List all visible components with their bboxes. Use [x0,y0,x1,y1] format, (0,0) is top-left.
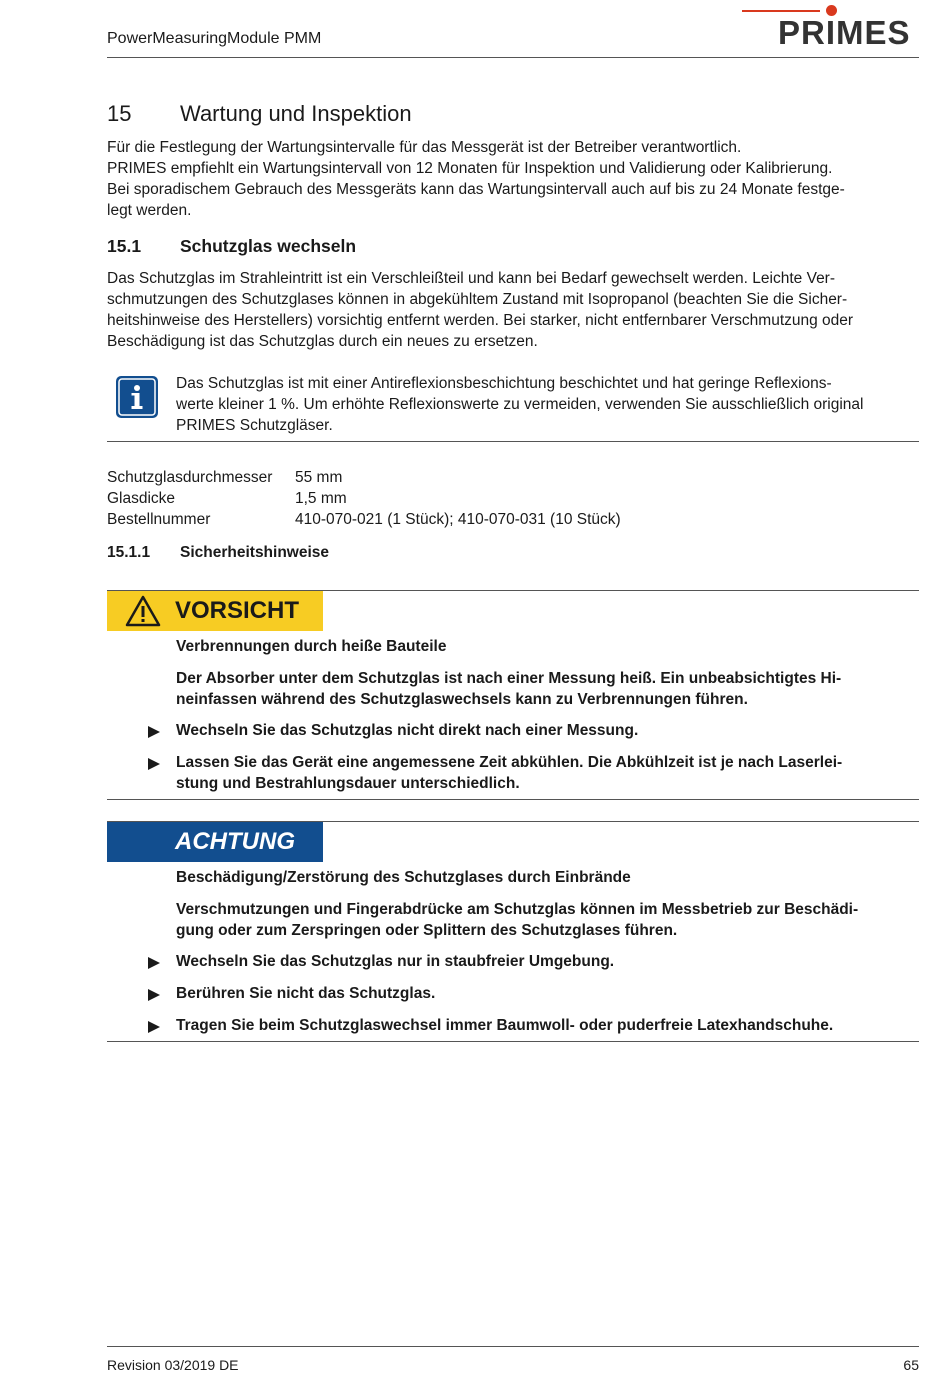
caution-signal-word: VORSICHT [175,597,300,624]
caution-description [176,668,841,710]
warning-triangle-icon [125,595,161,627]
section-number: 15 [107,101,132,126]
paragraph-line: PRIMES empfiehlt ein Wartungsintervall von 12 Monaten für Inspektion und Validierung oder Kalibrierung. [107,160,833,177]
notice-hazard [176,867,631,888]
caution-hazard [176,636,446,657]
section-number: 15.1 [107,236,142,256]
section-title: Wartung und Inspektion [180,101,412,126]
paragraph-line: heitshinweise des Herstellers) vorsichtig entfernt werden. Bei starker, nicht entfernbarer Verschmutzung oder [107,312,854,329]
logo-text: PRIMES [778,14,911,51]
paragraph-line: Das Schutzglas im Strahleintritt ist ein Verschleißteil und kann bei Bedarf gewechselt werden. Leichte Ver- [107,270,836,287]
description-line: Verschmutzungen und Fingerabdrücke am Schutzglas können im Messbetrieb zur Beschädi- [176,901,859,918]
notice-bottom-divider [107,1041,919,1042]
caution-bottom-divider [107,799,919,800]
section-title: Schutzglas wechseln [180,236,357,256]
step-line: Tragen Sie beim Schutzglaswechsel immer Baumwoll- oder puderfreie Latexhandschuhe. [176,1017,834,1034]
info-line: PRIMES Schutzgläser. [176,417,333,434]
notice-signal-word: ACHTUNG [175,828,295,855]
paragraph-line: Für die Festlegung der Wartungsintervalle für das Messgerät ist der Betreiber verantwortlich. [107,139,742,156]
primes-logo [778,2,918,50]
notice-hazard-text: Beschädigung/Zerstörung des Schutzglases durch Einbrände [176,869,631,886]
notice-step [176,951,614,972]
section-15-1-paragraph [107,268,919,352]
paragraph-line: Beschädigung ist das Schutzglas durch ein neues zu ersetzen. [107,333,538,350]
document-title: PowerMeasuringModule PMM [107,30,322,47]
notice-step [176,1015,833,1036]
spec-label: Glasdicke [107,490,176,507]
notice-description [176,899,858,941]
footer-divider [107,1346,919,1347]
step-line: Berühren Sie nicht das Schutzglas. [176,985,436,1002]
bullet-arrow-icon [148,1021,160,1033]
bullet-arrow-icon [148,758,160,770]
notice-signal-panel [107,822,323,862]
bullet-arrow-icon [148,989,160,1001]
section-15-paragraph [107,137,919,221]
page-number: 65 [903,1357,919,1373]
step-line: stung und Bestrahlungsdauer unterschiedlich. [176,775,520,792]
caution-step [176,720,638,741]
spec-value: 1,5 mm [295,490,347,507]
revision-label: Revision 03/2019 DE [107,1357,239,1373]
step-line: Wechseln Sie das Schutzglas nicht direkt nach einer Messung. [176,722,639,739]
paragraph-line: schmutzungen des Schutzglases können in abgekühltem Zustand mit Isopropanol (beachten Sie die Sicher- [107,291,848,308]
info-line: Das Schutzglas ist mit einer Antireflexionsbeschichtung beschichtet und hat geringe Reflexions- [176,375,832,392]
paragraph-line: Bei sporadischem Gebrauch des Messgeräts kann das Wartungsintervall auch auf bis zu 24 Monate festge- [107,181,845,198]
step-line: Lassen Sie das Gerät eine angemessene Zeit abkühlen. Die Abkühlzeit ist je nach Laserlei- [176,754,843,771]
header-divider [107,57,919,58]
description-line: neinfassen während des Schutzglaswechsels kann zu Verbrennungen führen. [176,691,748,708]
spec-label: Bestellnummer [107,511,211,528]
spec-label: Schutzglasdurchmesser [107,469,273,486]
info-note-text [176,373,864,436]
paragraph-line: legt werden. [107,202,192,219]
section-title: Sicherheitshinweise [180,544,330,561]
section-number: 15.1.1 [107,544,151,561]
info-icon [115,375,159,419]
caution-step [176,752,842,794]
notice-step [176,983,435,1004]
bullet-arrow-icon [148,957,160,969]
step-line: Wechseln Sie das Schutzglas nur in staubfreier Umgebung. [176,953,615,970]
spec-value: 55 mm [295,469,343,486]
description-line: Der Absorber unter dem Schutzglas ist nach einer Messung heiß. Ein unbeabsichtigtes Hi- [176,670,842,687]
info-line: werte kleiner 1 %. Um erhöhte Reflexionswerte zu vermeiden, verwenden Sie ausschließlich original [176,396,864,413]
info-divider [107,441,919,442]
caution-signal-panel [107,591,323,631]
logo-accent-line [742,10,820,12]
spec-value: 410-070-021 (1 Stück); 410-070-031 (10 Stück) [295,511,621,528]
bullet-arrow-icon [148,726,160,738]
description-line: gung oder zum Zerspringen oder Splittern des Schutzglases führen. [176,922,678,939]
caution-hazard-text: Verbrennungen durch heiße Bauteile [176,638,447,655]
